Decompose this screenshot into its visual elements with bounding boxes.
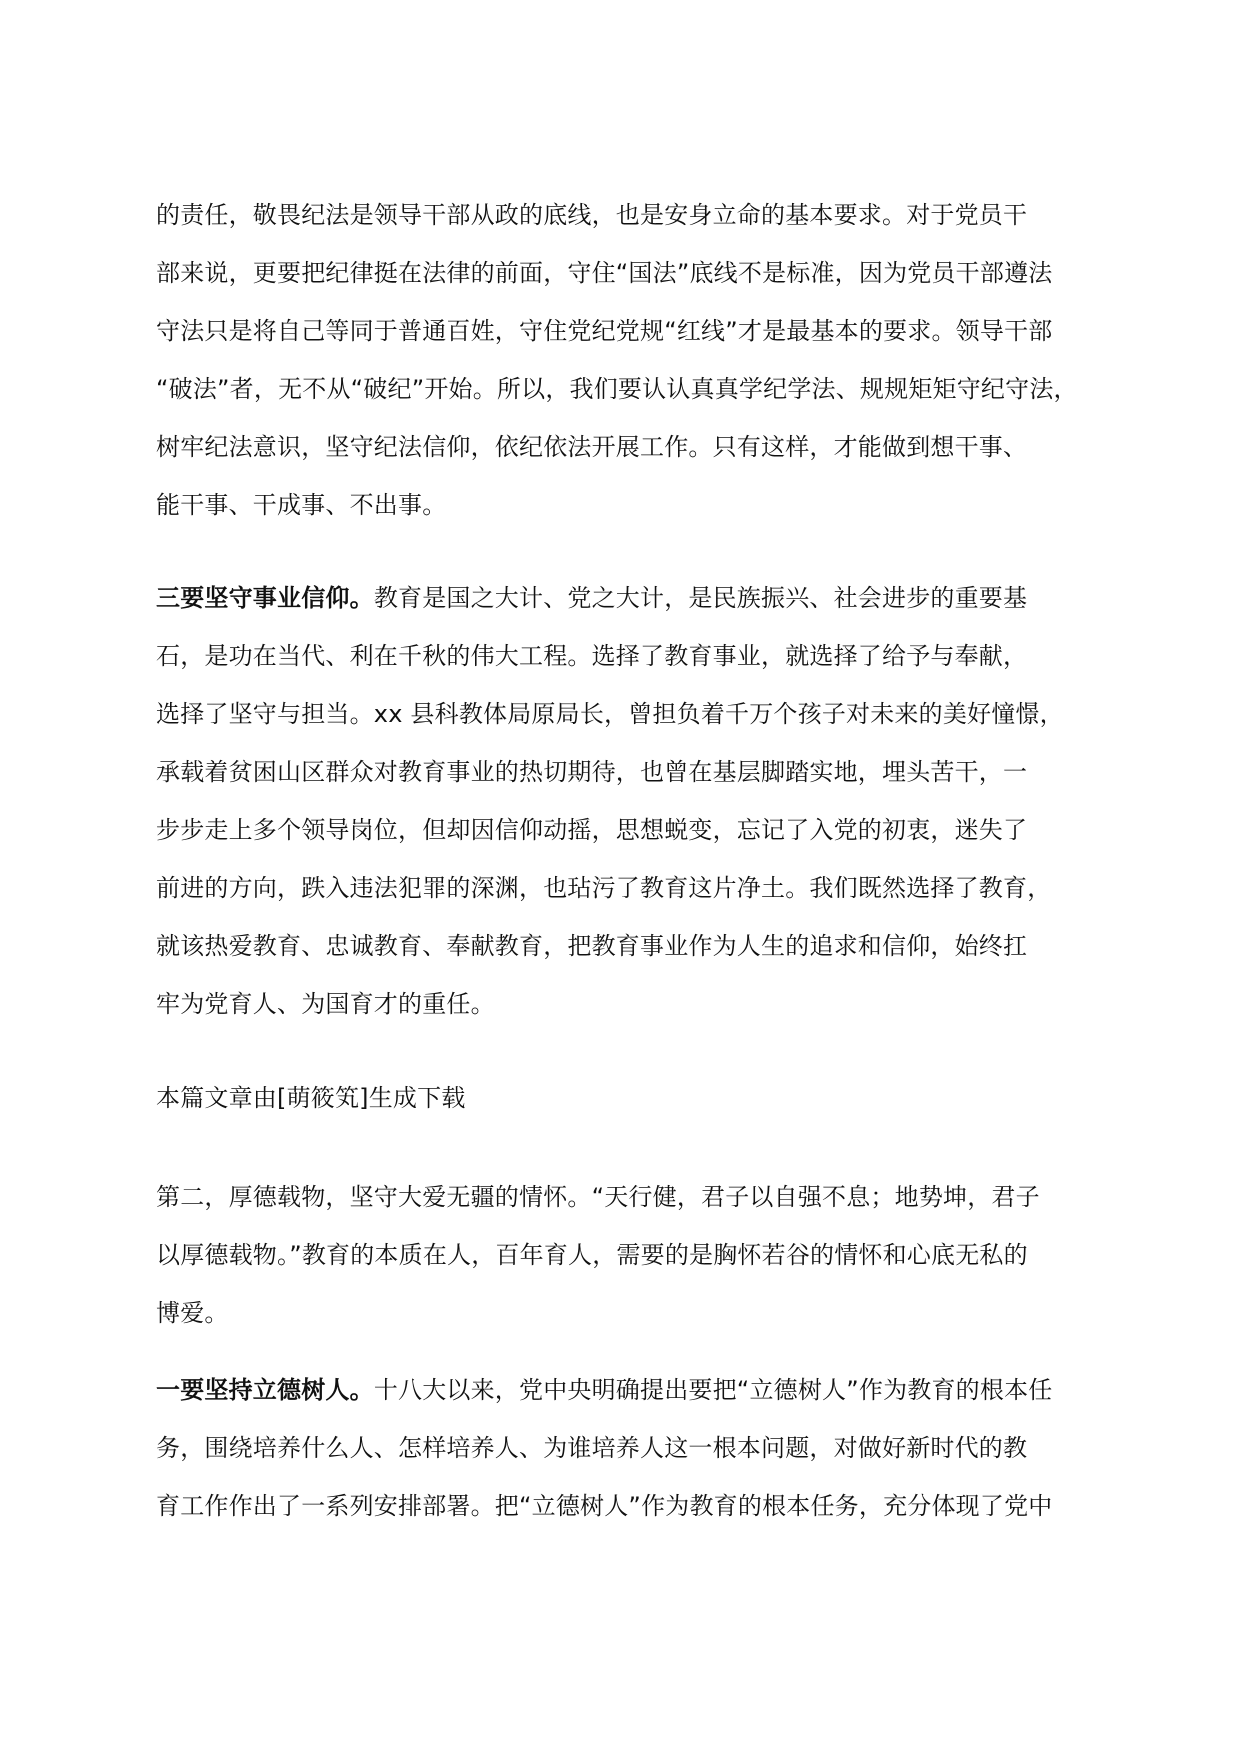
text-line: 的责任，敬畏纪法是领导干部从政的底线，也是安身立命的基本要求。对于党员干	[156, 201, 1028, 229]
text-line	[156, 1361, 1096, 1419]
text-line	[156, 569, 1096, 627]
text-line: 选择了坚守与担当。xx 县科教体局原局长，曾担负着千万个孩子对未来的美好憧憬，	[156, 700, 1064, 728]
paragraph-moral-education	[156, 1361, 1096, 1535]
text-line-body: 教育是国之大计、党之大计，是民族振兴、社会进步的重要基	[373, 584, 1028, 612]
paragraph-career-belief	[156, 569, 1096, 1033]
text-line: 本篇文章由[萌筱笂]生成下载	[156, 1084, 466, 1112]
text-line: 守法只是将自己等同于普通百姓，守住党纪党规“红线”才是最基本的要求。领导干部	[156, 317, 1053, 345]
text-line: 部来说，更要把纪律挺在法律的前面，守住“国法”底线不是标准，因为党员干部遵法	[156, 259, 1053, 287]
text-line-body: 十八大以来，党中央明确提出要把“立德树人”作为教育的根本任	[373, 1376, 1053, 1404]
text-line: 博爱。	[156, 1299, 229, 1327]
paragraph-lead-heading: 三要坚守事业信仰。	[156, 584, 374, 612]
paragraph-generated-note	[156, 1069, 1096, 1127]
paragraph-virtue	[156, 1168, 1096, 1342]
text-line: 牢为党育人、为国育才的重任。	[156, 990, 495, 1018]
paragraph-discipline-law	[156, 186, 1096, 534]
text-line: 步步走上多个领导岗位，但却因信仰动摇，思想蜕变，忘记了入党的初衷，迷失了	[156, 816, 1028, 844]
text-line: 能干事、干成事、不出事。	[156, 491, 447, 519]
text-line: “破法”者，无不从“破纪”开始。所以，我们要认认真真学纪学法、规规矩矩守纪守法，	[156, 375, 1078, 403]
text-line: 前进的方向，跌入违法犯罪的深渊，也玷污了教育这片净土。我们既然选择了教育，	[156, 874, 1052, 902]
text-line: 承载着贫困山区群众对教育事业的热切期待，也曾在基层脚踏实地，埋头苦干，一	[156, 758, 1028, 786]
text-line: 第二，厚德载物，坚守大爱无疆的情怀。“天行健，君子以自强不息；地势坤，君子	[156, 1183, 1040, 1211]
text-line: 以厚德载物。”教育的本质在人，百年育人，需要的是胸怀若谷的情怀和心底无私的	[156, 1241, 1028, 1269]
text-line: 石，是功在当代、利在千秋的伟大工程。选择了教育事业，就选择了给予与奉献，	[156, 642, 1028, 670]
paragraph-lead-heading: 一要坚持立德树人。	[156, 1376, 374, 1404]
text-line: 育工作作出了一系列安排部署。把“立德树人”作为教育的根本任务，充分体现了党中	[156, 1492, 1053, 1520]
text-line: 务，围绕培养什么人、怎样培养人、为谁培养人这一根本问题，对做好新时代的教	[156, 1434, 1028, 1462]
text-line: 树牢纪法意识，坚守纪法信仰，依纪依法开展工作。只有这样，才能做到想干事、	[156, 433, 1028, 461]
text-line: 就该热爱教育、忠诚教育、奉献教育，把教育事业作为人生的追求和信仰，始终扛	[156, 932, 1028, 960]
